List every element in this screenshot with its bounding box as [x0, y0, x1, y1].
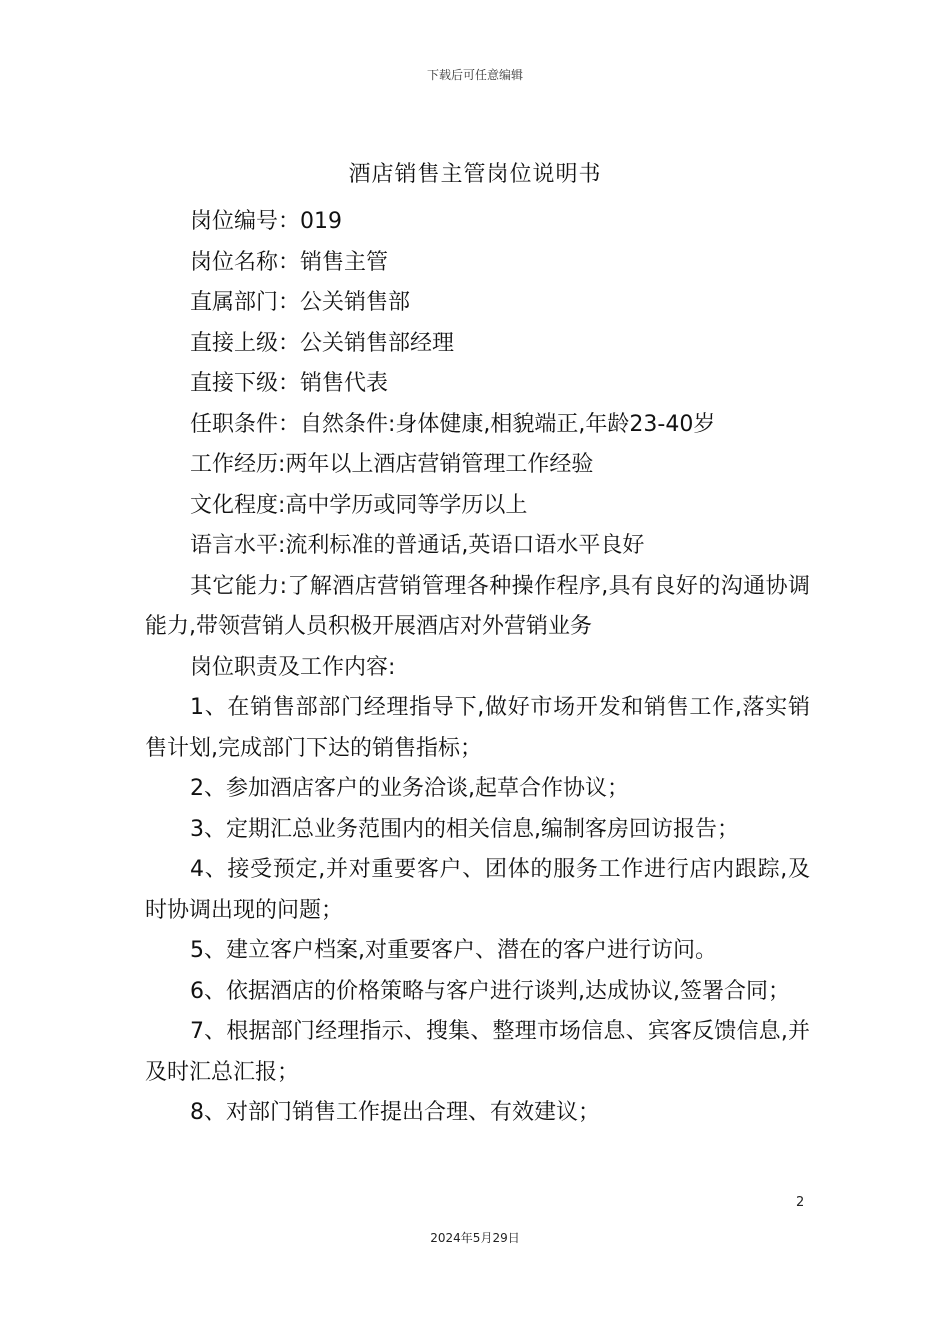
duty-item-4: 4、接受预定,并对重要客户、团体的服务工作进行店内跟踪,及时协调出现的问题； — [145, 857, 810, 923]
qualification-conditions: 任职条件：自然条件:身体健康,相貌端正,年龄23-40岁 — [190, 411, 716, 437]
document-body — [145, 202, 810, 1134]
direct-supervisor: 直接上级：公关销售部经理 — [190, 330, 455, 356]
work-experience: 工作经历:两年以上酒店营销管理工作经验 — [190, 452, 594, 477]
duty-item-7: 7、根据部门经理指示、搜集、整理市场信息、宾客反馈信息,并及时汇总汇报； — [145, 1019, 810, 1085]
header-note: 下载后可任意编辑 — [426, 68, 523, 82]
duty-item-5: 5、建立客户档案,对重要客户、潜在的客户进行访问。 — [190, 938, 717, 963]
other-abilities: 其它能力:了解酒店营销管理各种操作程序,具有良好的沟通协调能力,带领营销人员积极开展酒店对外营销业务 — [145, 573, 810, 639]
footer-date: 2024年5月29日 — [430, 1231, 520, 1245]
duty-item-6: 6、依据酒店的价格策略与客户进行谈判,达成协议,签署合同； — [190, 978, 790, 1004]
duty-item-2: 2、参加酒店客户的业务洽谈,起草合作协议； — [190, 776, 629, 801]
direct-subordinate: 直接下级：销售代表 — [190, 371, 389, 396]
duty-item-3: 3、定期汇总业务范围内的相关信息,编制客房回访报告； — [190, 816, 739, 842]
duty-item-1: 1、在销售部部门经理指导下,做好市场开发和销售工作,落实销售计划,完成部门下达的销售指标； — [145, 695, 810, 761]
position-name: 岗位名称：销售主管 — [190, 249, 389, 275]
position-number: 岗位编号：019 — [190, 209, 342, 234]
document-title: 酒店销售主管岗位说明书 — [348, 162, 602, 187]
page-number: 2 — [796, 1195, 805, 1210]
duty-item-8: 8、对部门销售工作提出合理、有效建议； — [190, 1100, 600, 1125]
department: 直属部门：公关销售部 — [190, 290, 411, 315]
language-level: 语言水平:流利标准的普通话,英语口语水平良好 — [190, 533, 645, 558]
education-level: 文化程度:高中学历或同等学历以上 — [190, 492, 528, 518]
duties-heading: 岗位职责及工作内容: — [190, 654, 396, 680]
